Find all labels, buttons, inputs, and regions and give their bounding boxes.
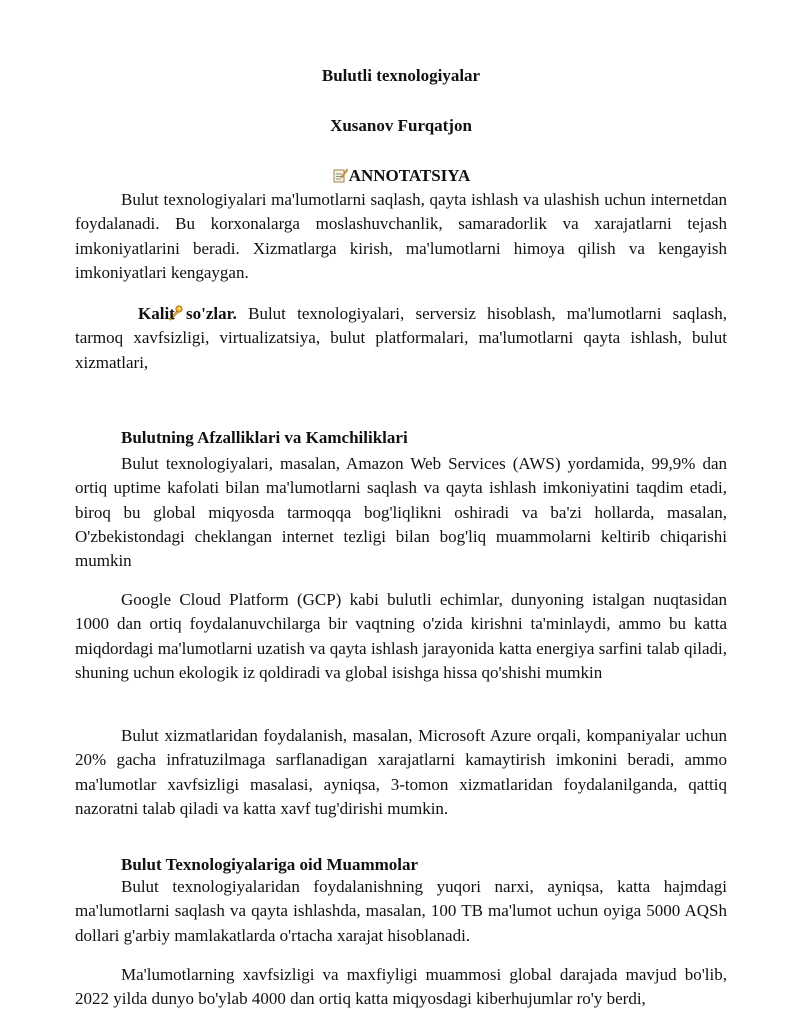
- annotation-heading: [75, 166, 727, 186]
- key-icon: [121, 304, 137, 320]
- section-heading-advantages: Bulutning Afzalliklari va Kamchiliklari: [121, 428, 408, 447]
- section-heading-problems: Bulut Texnologiyalariga oid Muammolar: [121, 855, 419, 874]
- document-author: Xusanov Furqatjon: [330, 116, 472, 135]
- notepad-icon: [332, 167, 348, 183]
- keywords-paragraph: [75, 302, 727, 375]
- keywords-label: Kalit so'zlar.: [138, 304, 237, 323]
- annotation-paragraph: Bulut texnologiyalari ma'lumotlarni saqlash, qayta ishlash va ulashish uchun internetdan foydalanadi. Bu korxonalarga moslashuvchanlik, samaradorlik va xarajatlarni tejash imkoniyatlarini beradi. Xizmatlarga kirish, ma'lumotlarni himoya qilish va kengayish imkoniyatlari kengaygan.: [75, 190, 727, 282]
- section1-paragraph-1: Bulut texnologiyalari, masalan, Amazon Web Services (AWS) yordamida, 99,9% dan ortiq uptime kafolati bilan ma'lumotlarni saqlash va qayta ishlash imkoniyatini taqdim etadi, biroq bu global miqyosda tarmoqqa bog'liqlikni oshiradi va ba'zi hollarda, masalan, O'zbekistondagi cheklangan internet tezligi bilan bog'liq muammolarni keltirib chiqarishi mumkin: [75, 454, 727, 571]
- annotation-heading-text: ANNOTATSIYA: [348, 166, 471, 185]
- keywords-text: Bulut texnologiyalari, serversiz hisoblash, ma'lumotlarni saqlash, tarmoq xavfsizligi, virtualizatsiya, bulut platformalari, ma'lumotlarni qayta ishlash, bulut xizmatlari,: [75, 304, 727, 372]
- section1-paragraph-2: Google Cloud Platform (GCP) kabi bulutli echimlar, dunyoning istalgan nuqtasidan 1000 dan ortiq foydalanuvchilarga bir vaqtning o'zida kirishni ta'minlaydi, ammo bu katta miqdordagi ma'lumotlarni uzatish va qayta ishlash jarayonida katta energiya sarfini talab qiladi, shuning uchun ekologik iz qoldiradi va global isishga hissa qo'shishi mumkin: [75, 590, 727, 682]
- document-title: Bulutli texnologiyalar: [321, 66, 481, 85]
- section2-paragraph-1: Bulut texnologiyalaridan foydalanishning yuqori narxi, ayniqsa, katta hajmdagi ma'lumotlarni saqlash va qayta ishlashda, masalan, 100 TB ma'lumot uchun oyiga 5000 AQSh dollari g'arbiy mamlakatlarda o'rtacha xarajat hisoblanadi.: [75, 877, 727, 945]
- section2-paragraph-2: Ma'lumotlarning xavfsizligi va maxfiyligi muammosi global darajada mavjud bo'lib, 2022 yilda dunyo bo'ylab 4000 dan ortiq katta miqyosdagi kiberhujumlar ro'y berdi,: [75, 965, 727, 1009]
- section1-paragraph-3: Bulut xizmatlaridan foydalanish, masalan, Microsoft Azure orqali, kompaniyalar uchun 20% gacha infratuzilmaga sarflanadigan xarajatlarni kamaytirish imkonini beradi, ammo ma'lumotlar xavfsizligi masalasi, ayniqsa, 3-tomon xizmatlaridan foydalanilganda, qattiq nazoratni talab qiladi va katta xavf tug'dirishi mumkin.: [75, 726, 727, 818]
